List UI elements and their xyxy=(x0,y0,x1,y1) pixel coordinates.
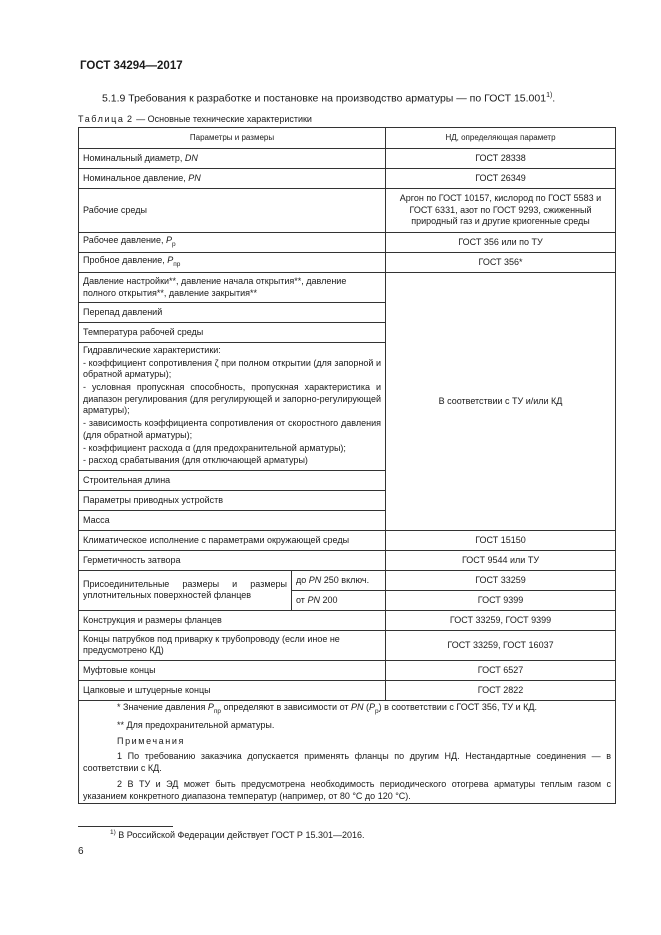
footnote-divider xyxy=(78,826,173,827)
nd-cell: ГОСТ 2822 xyxy=(386,680,616,700)
param-cell: Давление настройки**, давление начала открытия**, давление полного открытия**, давление закрытия** xyxy=(79,273,386,303)
nd-cell: ГОСТ 6527 xyxy=(386,660,616,680)
nd-cell: ГОСТ 356 или по ТУ xyxy=(386,233,616,253)
param-cell: Масса xyxy=(79,510,386,530)
page-number: 6 xyxy=(78,846,84,857)
param-cell: Рабочее давление, $P_р$ xyxy=(79,233,386,253)
list-item: - зависимость коэффициента сопротивления от скоростного давления (для обратной арматуры); xyxy=(83,418,381,440)
nd-cell: ГОСТ 28338 xyxy=(386,149,616,169)
note-star2: ** Для предохранительной арматуры. xyxy=(117,720,275,731)
notes-title: Примечания xyxy=(117,735,185,746)
param-cell: Температура рабочей среды xyxy=(79,323,386,343)
table-row xyxy=(79,680,616,700)
note-1: 1 По требованию заказчика допускается применять фланцы по другим НД. Нестандартные соединения — в соответствии с КД. xyxy=(83,751,611,774)
hydraulic-cell xyxy=(79,343,386,471)
caption-title: — Основные технические характеристики xyxy=(136,114,312,124)
nd-cell: ГОСТ 9544 или ТУ xyxy=(386,550,616,570)
table-row xyxy=(79,610,616,630)
intro-end: . xyxy=(552,92,556,105)
nd-cell: ГОСТ 356* xyxy=(386,253,616,273)
table-row xyxy=(79,233,616,253)
nd-cell: ГОСТ 9399 xyxy=(386,590,616,610)
subparam-cell: до PN 250 включ. xyxy=(292,570,386,590)
intro-paragraph xyxy=(102,92,555,105)
table-row xyxy=(79,530,616,550)
subparam-cell: от PN 200 xyxy=(292,590,386,610)
param-cell: Перепад давлений xyxy=(79,303,386,323)
param-cell: Строительная длина xyxy=(79,470,386,490)
table-row xyxy=(79,660,616,680)
table-row xyxy=(79,550,616,570)
list-item: - условная пропускная способность, пропускная характеристика и диапазон регулирования (для регулирующей и запорно-регулирующей арматуры); xyxy=(83,382,381,416)
note-star1: * Значение давления $P_{пр}$ определяют в зависимости от PN $(P_р)$ в соответствии с ГОСТ 356, ТУ и КД. xyxy=(117,701,538,715)
footnote-mark: 1) xyxy=(110,829,116,836)
caption-word: Таблица xyxy=(78,114,125,124)
spec-table xyxy=(78,127,616,804)
intro-text: 5.1.9 Требования к разработке и постановке на производство арматуры — по ГОСТ 15.001 xyxy=(102,92,547,105)
caption-number: 2 xyxy=(127,114,134,124)
param-cell: Муфтовые концы xyxy=(79,660,386,680)
standard-code: ГОСТ 34294—2017 xyxy=(80,60,183,72)
list-item: - коэффициент сопротивления ζ при полном открытии (для запорной и обратной арматуры); xyxy=(83,357,381,380)
param-cell: Цапковые и штуцерные концы xyxy=(79,680,386,700)
param-cell: Параметры приводных устройств xyxy=(79,490,386,510)
footnote-text: В Российской Федерации действует ГОСТ Р 15.301—2016. xyxy=(115,830,365,840)
param-cell: Климатическое исполнение с параметрами окружающей среды xyxy=(79,530,386,550)
nd-cell: ГОСТ 33259, ГОСТ 16037 xyxy=(386,630,616,660)
list-item: - коэффициент расхода α (для предохранительной арматуры); xyxy=(83,442,346,453)
table-row xyxy=(79,570,616,590)
nd-cell: ГОСТ 33259, ГОСТ 9399 xyxy=(386,610,616,630)
param-cell: Рабочие среды xyxy=(79,189,386,233)
param-cell: Присоединительные размеры и размеры уплотнительных поверхностей фланцев xyxy=(79,570,292,610)
param-cell: Конструкция и размеры фланцев xyxy=(79,610,386,630)
table-row xyxy=(79,149,616,169)
param-cell: Герметичность затвора xyxy=(79,550,386,570)
header-params: Параметры и размеры xyxy=(79,128,386,149)
footnote xyxy=(110,829,365,840)
notes-row xyxy=(79,700,616,803)
param-cell: Пробное давление, $P_{пр}$ xyxy=(79,253,386,273)
list-item: - расход срабатывания (для отключающей арматуры) xyxy=(83,455,308,466)
param-cell: Номинальное давление, PN xyxy=(79,169,386,189)
table-row xyxy=(79,630,616,660)
param-cell: Концы патрубков под приварку к трубопроводу (если иное не предусмотрено КД) xyxy=(79,630,386,660)
nd-cell: ГОСТ 15150 xyxy=(386,530,616,550)
notes-cell xyxy=(79,700,616,803)
table-row xyxy=(79,253,616,273)
table-header-row xyxy=(79,128,616,149)
nd-cell: ГОСТ 26349 xyxy=(386,169,616,189)
hydraulic-title: Гидравлические характеристики: xyxy=(83,345,221,355)
header-nd: НД, определяющая параметр xyxy=(386,128,616,149)
table-caption xyxy=(78,114,312,124)
table-row xyxy=(79,169,616,189)
param-cell: Номинальный диаметр, DN xyxy=(79,149,386,169)
intro-footnote-mark: 1) xyxy=(546,92,553,99)
table-row xyxy=(79,189,616,233)
nd-cell: ГОСТ 33259 xyxy=(386,570,616,590)
note-2: 2 В ТУ и ЭД может быть предусмотрена необходимость периодического отогрева арматуры теплым газом с указанием конкретного диапазона температур (например, от 80 °С до 120 °С). xyxy=(83,778,611,801)
nd-cell: Аргон по ГОСТ 10157, кислород по ГОСТ 5583 и ГОСТ 6331, азот по ГОСТ 9293, сжиженный природный газ и другие криогенные среды xyxy=(386,189,616,233)
merged-nd-cell: В соответствии с ТУ и/или КД xyxy=(386,273,616,531)
table-row xyxy=(79,273,616,303)
